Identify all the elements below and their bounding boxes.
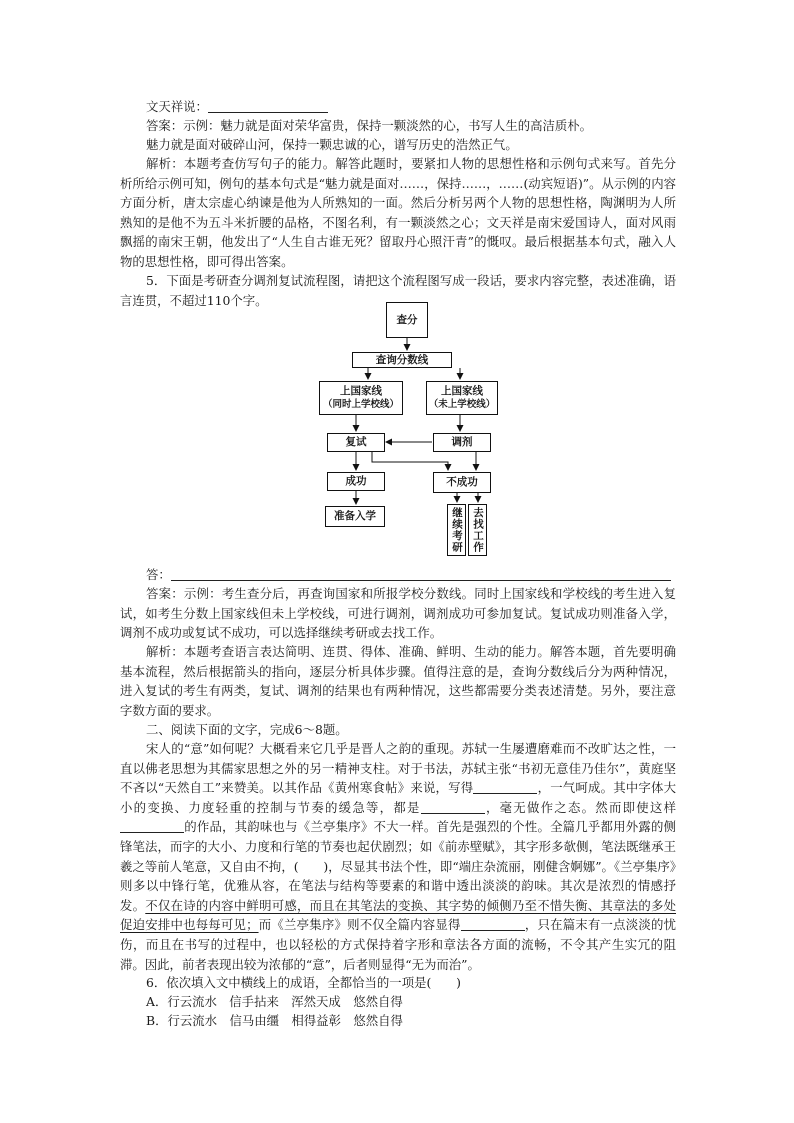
box-jixu: [447, 504, 466, 556]
question-6-prompt: 6．依次填入文中横线上的成语，全都恰当的一项是( ): [146, 975, 461, 990]
box-zhunbei-label: 准备入学: [334, 510, 376, 522]
box-guojia-b-line2: （未上学校线）: [428, 399, 496, 410]
box-chaxun: [352, 352, 452, 368]
box-zhaogongzuo-label: 去找工作: [472, 507, 484, 553]
box-guojia-a: [319, 381, 403, 415]
analysis-paragraph-1: 解析：本题考查仿写句子的能力。解答此题时，要紧扣人物的思想性格和示例句式来写。首先分析所给示例可知，例句的基本句式是“魅力就是面对……，保持……，……(动宾短语)”。从示例的内容方面分析，唐太宗虚心纳谏是他为人所熟知的一面。然后分析另两个人物的思想性格，陶渊明为人所熟知的是他不为五斗米折腰的品格，不图名利，有一颗淡然之心；文天祥是南宋爱国诗人，面对风雨飘摇的南宋王朝，他发出了“人生自古谁无死？留取丹心照汗青”的慨叹。最后根据基本句式，融入人物的思想性格，即可得出答案。: [120, 156, 676, 269]
question-5-answer: 答案：示例：考生查分后，再查询国家和所报学校分数线。同时上国家线和学校线的考生进入复试，如考生分数上国家线但未上学校线，可进行调剂，调剂成功可参加复试。复试成功则准备入学，调剂不成功或复试不成功，可以选择继续考研或去找工作。: [120, 586, 676, 641]
question-6-option-a: A．行云流水 信手拈来 浑然天成 悠然自得: [146, 994, 403, 1009]
box-chenggong: [327, 472, 385, 491]
box-guojia-b: [426, 381, 498, 415]
box-guojia-a-line1: 上国家线: [340, 385, 382, 397]
answer-line-1: 答案：示例：魅力就是面对荣华富贵，保持一颗淡然的心，书写人生的高洁质朴。: [146, 118, 593, 133]
box-zhaogongzuo: [468, 504, 487, 556]
box-chaxun-label: 查询分数线: [375, 353, 429, 366]
q5-answer-blank: [171, 566, 671, 581]
passage-blank-1: [473, 779, 537, 794]
wentianxiang-line: 文天祥说：: [120, 97, 676, 117]
question-5-answer-line: 答：: [120, 565, 676, 585]
box-tiaoji: [433, 433, 491, 452]
arrow-fushi-buchenggong: [372, 452, 448, 470]
box-fushi: [327, 433, 385, 452]
box-guojia-b-line1: 上国家线: [441, 385, 483, 397]
box-buchenggong-label: 不成功: [446, 476, 478, 488]
section-2-heading: 二、阅读下面的文字，完成6～8题。: [146, 722, 348, 737]
box-chafen-label: 查分: [396, 313, 418, 326]
passage-blank-2: [421, 799, 485, 814]
box-guojia-a-line2: （同时上学校线）: [322, 399, 399, 410]
box-buchenggong: [433, 472, 491, 493]
answer-line-2: 魅力就是面对破碎山河，保持一颗忠诚的心，谱写历史的浩然正气。: [146, 137, 518, 152]
question-5-prompt: 5．下面是考研查分调剂复试流程图，请把这个流程图写成一段话，要求内容完整，表述准确，语言连贯，不超过110个字。: [120, 273, 676, 308]
box-zhunbei: [325, 506, 385, 527]
question-6-option-b: B．行云流水 信马由缰 相得益彰 悠然自得: [146, 1013, 403, 1028]
box-chenggong-label: 成功: [345, 475, 367, 487]
box-jixu-label: 继续考研: [451, 507, 463, 553]
passage-blank-4: [461, 916, 525, 931]
passage-blank-3: [120, 818, 184, 833]
box-fushi-label: 复试: [345, 436, 367, 448]
question-5-analysis: 解析：本题考查语言表达简明、连贯、得体、准确、鲜明、生动的能力。解答本题，首先要明确基本流程，然后根据箭头的指向，逐层分析具体步骤。值得注意的是，查询分数线后分为两种情况，进入复试的考生有两类，复试、调剂的结果也有两种情况，这些都需要分类表述清楚。另外，要注意字数方面的要求。: [120, 644, 676, 718]
box-tiaoji-label: 调剂: [451, 436, 473, 448]
answer-blank: [208, 98, 328, 113]
underlined-sentence: 不仅在诗的内容中鲜明可感，而且在其笔法的变换、其字势的倾侧乃至不惜失衡、其章法的多处促迫安排中也每每可见；: [120, 897, 677, 933]
reading-passage: 宋人的“意”如何呢？大概看来它几乎是晋人之韵的重现。苏轼一生屡遭磨难而不改旷达之性，一直以佛老思想为其儒家思想之外的另一精神支柱。对于书法，苏轼主张“书初无意佳乃佳尔”，黄庭坚不吝以“天然自工”来赞美。以其作品《黄州寒食帖》来说，写得 ，一气呵成。其中字体大小的变换、力度轻重的控制与节奏的缓急等，都是 ，毫无做作之态。然而即使这样的作品，其韵味也与《兰亭集序》不大一样。首先是强烈的个性。全篇几乎都用外露的侧锋笔法，而字的大小、力度和行笔的节奏也起伏剧烈；如《前赤壁赋》，其字形多欹侧，笔法既继承王羲之等前人笔意，又自由不拘，( )，尽显其书法个性，即“端庄杂流丽，刚健含婀娜”。《兰亭集序》则多以中锋行笔，优雅从容，在笔法与结构等要素的和谐中透出淡淡的韵味。其次是浓烈的情感抒发。不仅在诗的内容中鲜明可感，而且在其笔法的变换、其字势的倾侧乃至不惜失衡、其章法的多处促迫安排中也每每可见；而《兰亭集序》则不仅全篇内容显得 ，只在篇末有一点淡淡的忧伤，而且在书写的过程中，也以轻松的方式保持着字形和章法各方面的流畅，不令其产生实冗的阻滞。因此，前者表现出较为浓郁的“意”，后者则显得“无为而治”。: [120, 741, 677, 972]
